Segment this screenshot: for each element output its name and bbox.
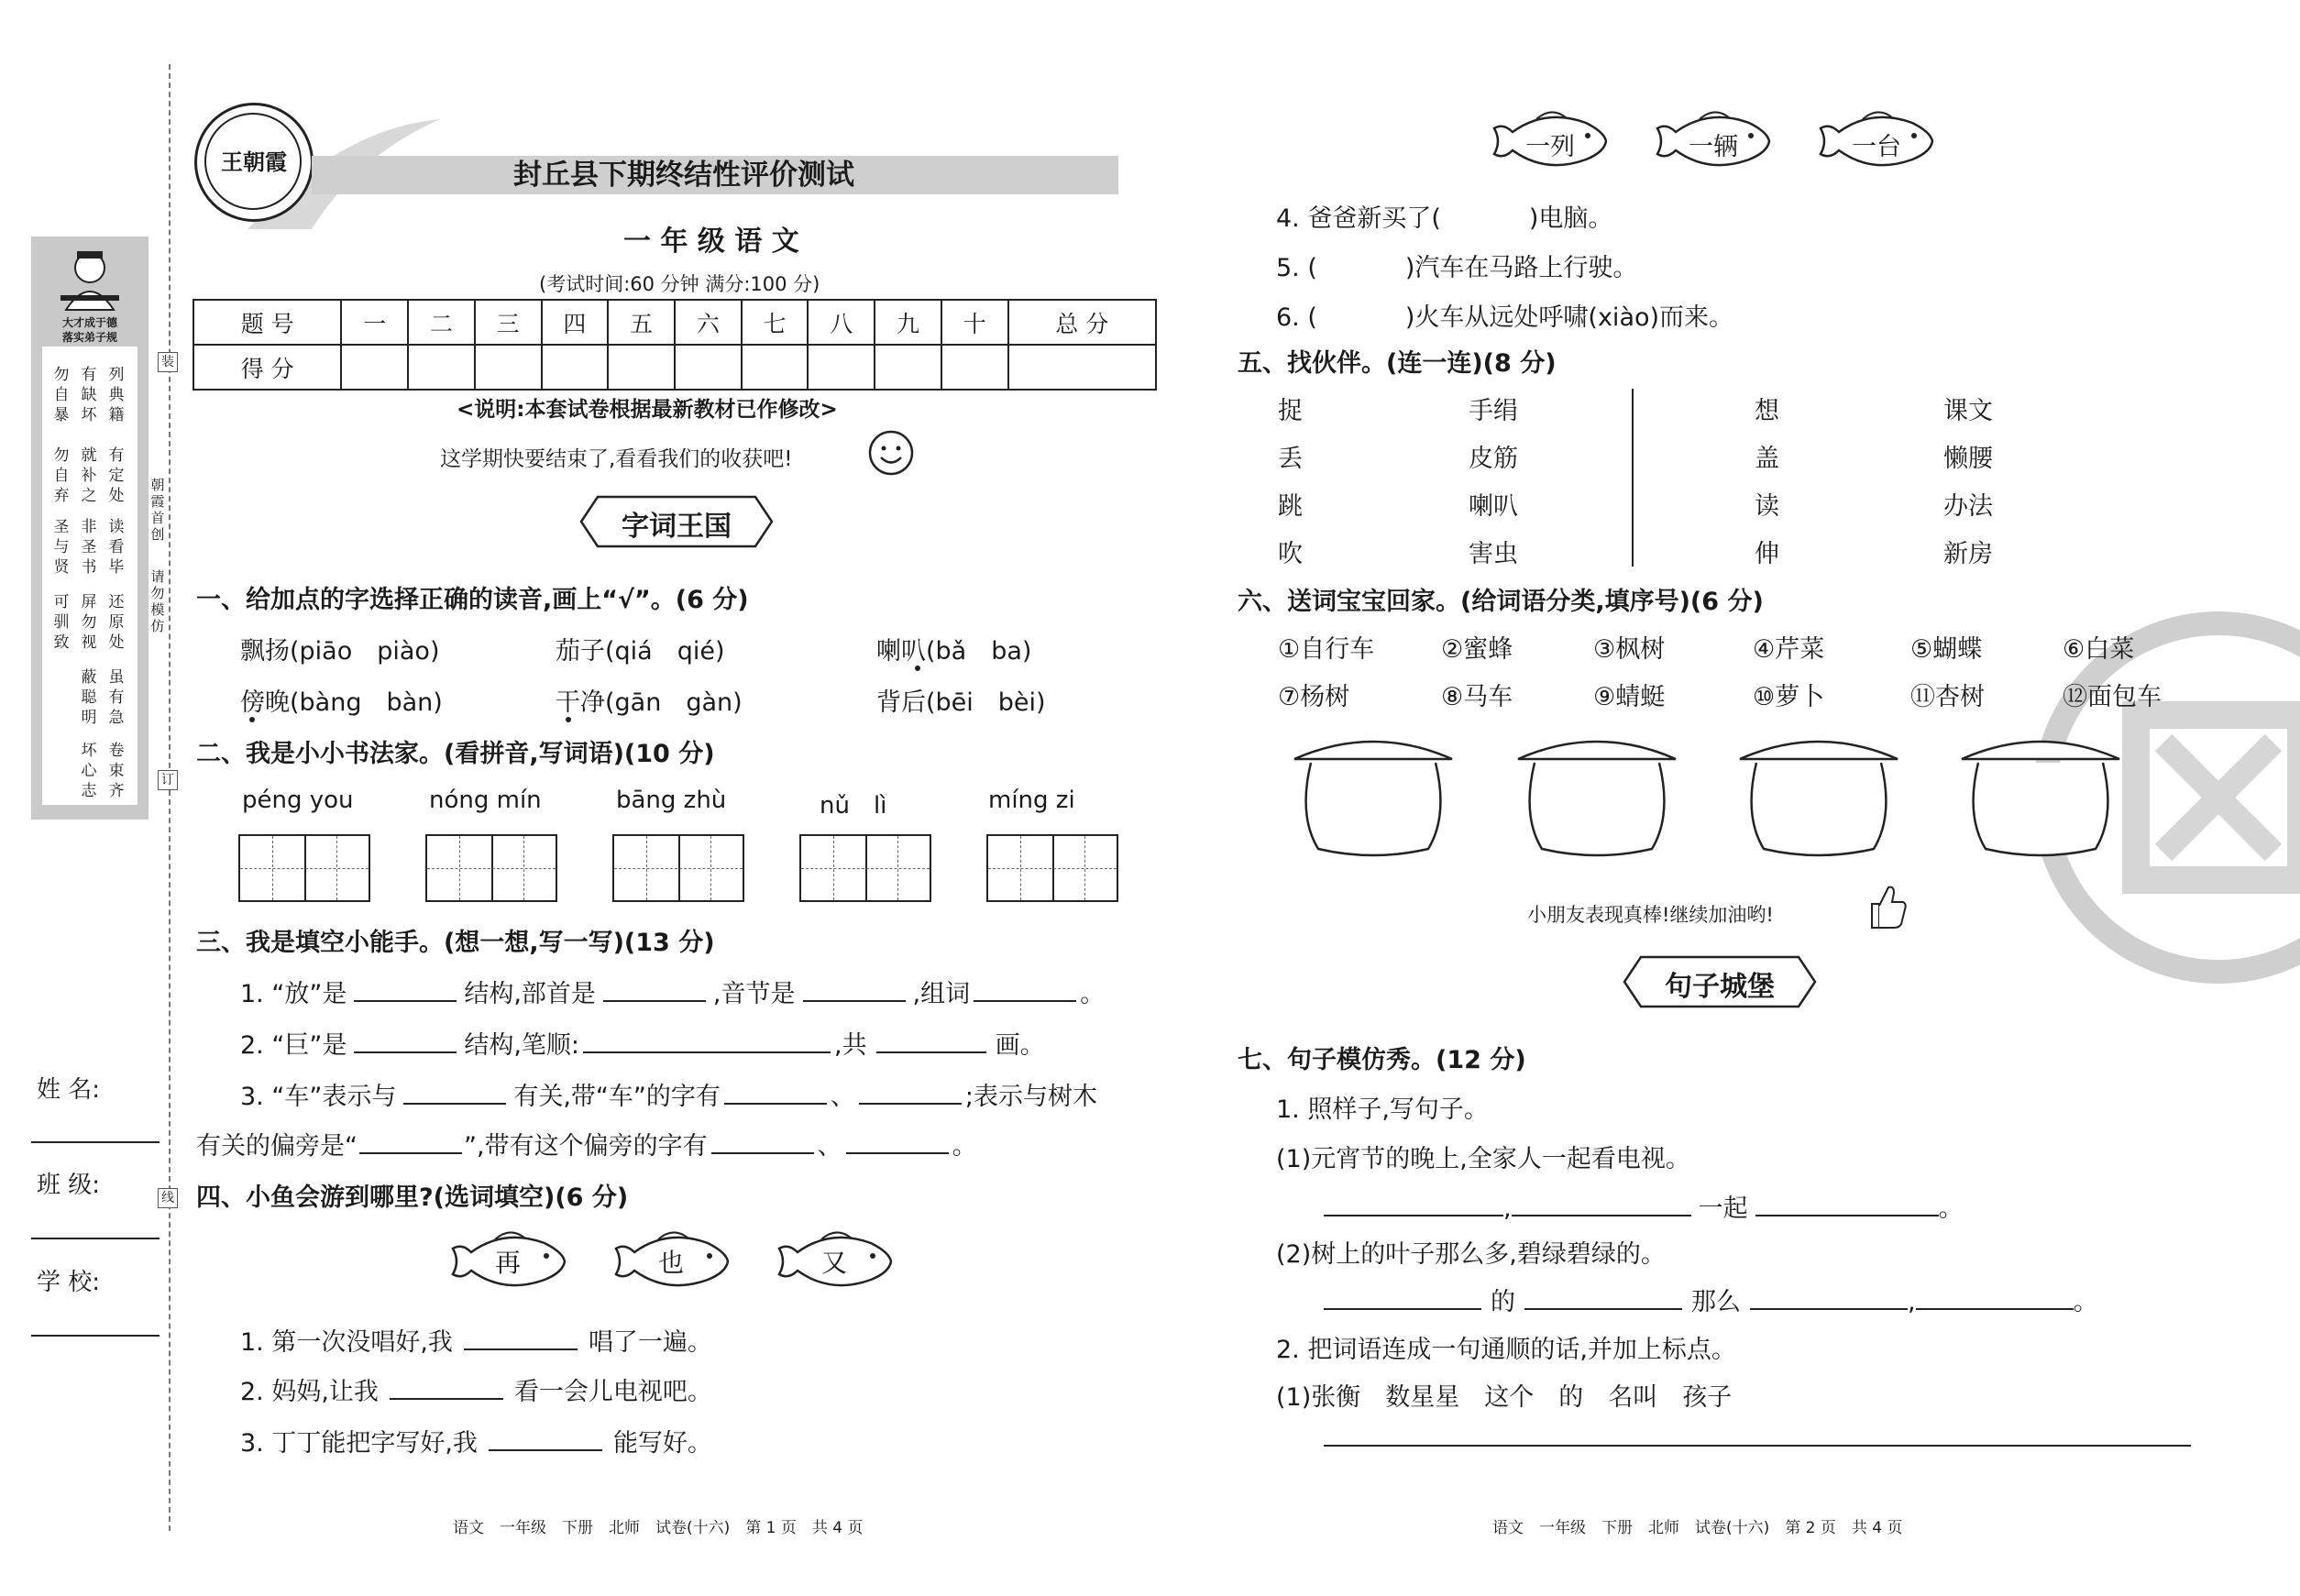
- score-cell[interactable]: [542, 345, 609, 390]
- score-input-row: [193, 345, 1156, 390]
- q1-item[interactable]: 干净(gān gàn): [556, 688, 743, 717]
- exam-banner: 封丘县下期终结性评价测试: [513, 159, 854, 192]
- answer-line[interactable]: [1324, 1445, 2191, 1447]
- cell: 一: [341, 300, 408, 345]
- q6-title: 六、送词宝宝回家。(给词语分类,填序号)(6 分): [1238, 588, 1764, 616]
- name-label: 姓 名:: [37, 1076, 101, 1104]
- q4-item: 1. 第一次没唱好,我 唱了一遍。: [240, 1328, 712, 1357]
- motto-header: 大才成于德 落实弟子规: [61, 316, 117, 344]
- score-cell[interactable]: [808, 345, 875, 390]
- match-word[interactable]: 课文: [1943, 397, 1993, 425]
- q4-item: 6. ( )火车从远处呼啸(xiào)而来。: [1276, 303, 1734, 332]
- answer-blank[interactable]: [1916, 1288, 2074, 1310]
- q2-title: 二、我是小小书法家。(看拼音,写词语)(10 分): [196, 740, 715, 768]
- category-word: ⑩萝卜: [1753, 683, 1825, 711]
- score-cell[interactable]: [608, 345, 675, 390]
- q4-title: 四、小鱼会游到哪里?(选词填空)(6 分): [196, 1183, 629, 1212]
- seal-mark: 装: [158, 352, 178, 372]
- answer-blank[interactable]: [1512, 1194, 1691, 1216]
- matching-divider: [1632, 389, 1634, 567]
- q2-pinyin: míng zi: [988, 787, 1075, 814]
- q1-item[interactable]: 背后(bēi bèi): [876, 688, 1046, 717]
- q3-line3: 3. “车”表示与 有关,带“车”的字有 、 ;表示与树木: [240, 1083, 1097, 1111]
- match-word[interactable]: 喇叭: [1469, 492, 1518, 521]
- answer-blank[interactable]: [1750, 1288, 1908, 1310]
- q5-title: 五、找伙伴。(连一连)(8 分): [1238, 349, 1557, 378]
- jar-drawing[interactable]: [1291, 733, 1456, 858]
- answer-blank[interactable]: [724, 1083, 827, 1105]
- cell: 四: [542, 300, 609, 345]
- answer-blank[interactable]: [974, 980, 1076, 1002]
- exam-info: (考试时间:60 分钟 满分:100 分): [539, 273, 820, 295]
- match-word[interactable]: 跳: [1278, 492, 1303, 521]
- motto-col: 有定处: [108, 446, 125, 505]
- q1-title: 一、给加点的字选择正确的读音,画上“√”。(6 分): [196, 586, 749, 614]
- answer-blank[interactable]: [489, 1429, 602, 1451]
- section-badge-words: 字词王国: [622, 511, 732, 543]
- answer-blank[interactable]: [803, 980, 906, 1002]
- subject-title: 一 年 级 语 文: [623, 226, 799, 258]
- answer-blank[interactable]: [1524, 1288, 1682, 1310]
- q4-item: 5. ( )汽车在马路上行驶。: [1276, 254, 1638, 282]
- match-word[interactable]: 捉: [1278, 397, 1303, 425]
- fish-word: 一列: [1525, 133, 1575, 161]
- fish-word: 又: [821, 1248, 848, 1278]
- school-label: 学 校:: [37, 1269, 101, 1296]
- score-cell[interactable]: [1008, 345, 1156, 390]
- q3-line4: 有关的偏旁是“ ”,带有这个偏旁的字有 、 。: [196, 1132, 977, 1161]
- match-word[interactable]: 吹: [1278, 540, 1303, 568]
- section-badge-sentences: 句子城堡: [1665, 971, 1775, 1003]
- motto-col: 列典籍: [108, 366, 125, 424]
- smiley-icon: [867, 429, 915, 477]
- writing-grid[interactable]: [799, 834, 931, 902]
- q7-answer-line: , 一起 。: [1324, 1188, 1964, 1224]
- answer-blank[interactable]: [464, 1328, 578, 1350]
- name-field[interactable]: [31, 1141, 160, 1143]
- logo-seal: [194, 103, 314, 222]
- cell: 三: [475, 300, 542, 345]
- jar-drawing[interactable]: [1736, 733, 1901, 858]
- answer-blank[interactable]: [1324, 1194, 1503, 1216]
- cell: 题 号: [193, 300, 341, 345]
- score-cell[interactable]: [341, 345, 408, 390]
- q7-instruction: 1. 照样子,写句子。: [1276, 1095, 1489, 1124]
- score-cell[interactable]: [408, 345, 475, 390]
- category-word: ④芹菜: [1753, 635, 1825, 664]
- category-word: ⑪杏树: [1910, 683, 1985, 711]
- q2-pinyin: nǔ lì: [820, 792, 887, 820]
- category-word: ⑫面包车: [2063, 683, 2162, 711]
- q7-answer-line: 的 那么 , 。: [1324, 1282, 2098, 1317]
- class-field[interactable]: [31, 1238, 160, 1239]
- cell: 六: [675, 300, 742, 345]
- answer-blank[interactable]: [859, 1083, 962, 1105]
- motto-col: 还原处: [108, 593, 125, 652]
- category-word: ①自行车: [1278, 635, 1375, 664]
- cell: 得 分: [193, 345, 341, 390]
- answer-blank[interactable]: [359, 1132, 462, 1154]
- cell: 五: [608, 300, 675, 345]
- match-word[interactable]: 丢: [1278, 445, 1303, 473]
- q1-item[interactable]: 茄子(qiá qié): [556, 637, 725, 666]
- motto-col: 蔽聪明: [81, 668, 97, 727]
- revision-note: <说明:本套试卷根据最新教材已作修改>: [457, 398, 838, 422]
- motto-col: 卷束齐: [108, 742, 125, 800]
- emphasis-dot: [249, 717, 255, 722]
- writing-grid[interactable]: [425, 834, 557, 902]
- fish-word: 一台: [1852, 133, 1901, 161]
- cell: 总 分: [1008, 300, 1156, 345]
- thumbs-up-icon: [1865, 882, 1909, 931]
- motto-col: 勿自弃: [53, 446, 70, 505]
- answer-blank[interactable]: [354, 1031, 457, 1053]
- q2-pinyin: bāng zhù: [616, 787, 727, 814]
- category-word: ⑦杨树: [1278, 683, 1350, 711]
- seal-mark: 线: [158, 1188, 178, 1208]
- q4-item: 2. 妈妈,让我 看一会儿电视吧。: [240, 1378, 712, 1406]
- logo-text: 王朝霞: [221, 149, 287, 175]
- q1-item[interactable]: 飘扬(piāo piào): [240, 637, 440, 666]
- category-word: ⑤蝴蝶: [1910, 635, 1983, 664]
- class-label: 班 级:: [37, 1172, 101, 1199]
- answer-blank[interactable]: [1755, 1194, 1939, 1216]
- score-header-row: [193, 300, 1156, 345]
- q3-line1: 1. “放”是 结构,部首是 ,音节是 ,组词 。: [240, 980, 1106, 1008]
- q7-title: 七、句子模仿秀。(12 分): [1238, 1046, 1526, 1074]
- answer-blank[interactable]: [846, 1132, 949, 1154]
- q7-example: (1)元宵节的晚上,全家人一起看电视。: [1276, 1145, 1690, 1173]
- writing-grid[interactable]: [986, 834, 1118, 902]
- cell: 八: [808, 300, 875, 345]
- score-cell[interactable]: [875, 345, 941, 390]
- answer-blank[interactable]: [390, 1378, 503, 1400]
- match-word[interactable]: 办法: [1943, 492, 1993, 521]
- motto-col: 非圣书: [81, 518, 97, 577]
- motto-col: 可驯致: [53, 593, 70, 652]
- score-table: [193, 299, 1157, 391]
- match-word[interactable]: 皮筋: [1469, 445, 1518, 473]
- cell: 九: [875, 300, 941, 345]
- match-word[interactable]: 懒腰: [1943, 445, 1993, 473]
- category-word: ⑥白菜: [2063, 635, 2135, 664]
- motto-col: 圣与贤: [53, 518, 70, 577]
- match-word[interactable]: 伸: [1755, 540, 1779, 568]
- q7-instruction: 2. 把词语连成一句通顺的话,并加上标点。: [1276, 1336, 1736, 1364]
- motto-col: 屏勿视: [81, 593, 97, 652]
- category-word: ③枫树: [1593, 635, 1666, 664]
- score-cell[interactable]: [742, 345, 809, 390]
- fish-word: 再: [495, 1248, 522, 1278]
- q3-title: 三、我是填空小能手。(想一想,写一写)(13 分): [196, 929, 715, 957]
- cell: 七: [742, 300, 809, 345]
- answer-blank[interactable]: [876, 1031, 986, 1053]
- match-word[interactable]: 盖: [1755, 445, 1779, 473]
- answer-blank[interactable]: [354, 980, 457, 1002]
- answer-blank[interactable]: [603, 980, 706, 1002]
- score-cell[interactable]: [475, 345, 542, 390]
- motto-col: 勿自暴: [53, 366, 70, 424]
- score-cell[interactable]: [675, 345, 742, 390]
- cell: 十: [941, 300, 1008, 345]
- q1-item[interactable]: 傍晚(bàng bàn): [240, 688, 443, 717]
- jar-drawing[interactable]: [1514, 733, 1679, 858]
- q2-pinyin: nóng mín: [429, 787, 542, 814]
- q4-item: 4. 爸爸新买了( )电脑。: [1276, 204, 1613, 233]
- emphasis-dot: [915, 666, 920, 671]
- q4-item: 3. 丁丁能把字写好,我 能写好。: [240, 1429, 712, 1458]
- category-word: ②蜜蜂: [1441, 635, 1513, 664]
- writing-grid[interactable]: [238, 834, 370, 902]
- seal-mark: 订: [158, 770, 178, 790]
- answer-blank[interactable]: [403, 1083, 506, 1105]
- motto-col: 虽有急: [108, 668, 125, 727]
- motto-col: 读看毕: [108, 518, 125, 577]
- category-word: ⑨蜻蜓: [1593, 683, 1666, 711]
- motto-col: 坏心志: [81, 742, 97, 800]
- scholar-icon: [53, 246, 127, 315]
- cell: 二: [408, 300, 475, 345]
- score-cell[interactable]: [941, 345, 1008, 390]
- school-field[interactable]: [31, 1335, 160, 1337]
- motto-col: 有缺坏: [81, 366, 97, 424]
- vertical-note: 朝霞首创: [150, 477, 165, 543]
- q1-item[interactable]: 喇叭(bǎ ba): [876, 637, 1032, 666]
- q7-example: (2)树上的叶子那么多,碧绿碧绿的。: [1276, 1240, 1666, 1269]
- match-word[interactable]: 害虫: [1469, 540, 1518, 568]
- answer-blank[interactable]: [583, 1031, 831, 1053]
- page-footer-right: 语文 一年级 下册 北师 试卷(十六) 第 2 页 共 4 页: [1492, 1519, 1903, 1537]
- praise-text: 小朋友表现真棒!继续加油哟!: [1527, 904, 1774, 926]
- match-word[interactable]: 读: [1755, 492, 1779, 521]
- q3-line2: 2. “巨”是 结构,笔顺: ,共 画。: [240, 1031, 1045, 1060]
- writing-grid[interactable]: [612, 834, 744, 902]
- intro-text: 这学期快要结束了,看看我们的收获吧!: [440, 447, 793, 471]
- q7-words: (1)张衡 数星星 这个 的 名叫 孩子: [1276, 1383, 1733, 1412]
- jar-drawing[interactable]: [1958, 733, 2123, 858]
- answer-blank[interactable]: [1324, 1288, 1481, 1310]
- motto-col: 就补之: [81, 446, 97, 505]
- emphasis-dot: [566, 717, 571, 722]
- match-word[interactable]: 新房: [1943, 540, 1993, 568]
- fish-word: 也: [658, 1248, 685, 1278]
- vertical-note: 请勿模仿: [150, 568, 165, 634]
- match-word[interactable]: 想: [1755, 397, 1779, 425]
- q2-pinyin: péng you: [242, 787, 354, 814]
- match-word[interactable]: 手绢: [1469, 397, 1518, 425]
- fish-word: 一辆: [1689, 133, 1738, 161]
- answer-blank[interactable]: [711, 1132, 814, 1154]
- page-footer-left: 语文 一年级 下册 北师 试卷(十六) 第 1 页 共 4 页: [453, 1519, 864, 1537]
- category-word: ⑧马车: [1441, 683, 1513, 711]
- binding-dashed-line: [169, 64, 171, 1531]
